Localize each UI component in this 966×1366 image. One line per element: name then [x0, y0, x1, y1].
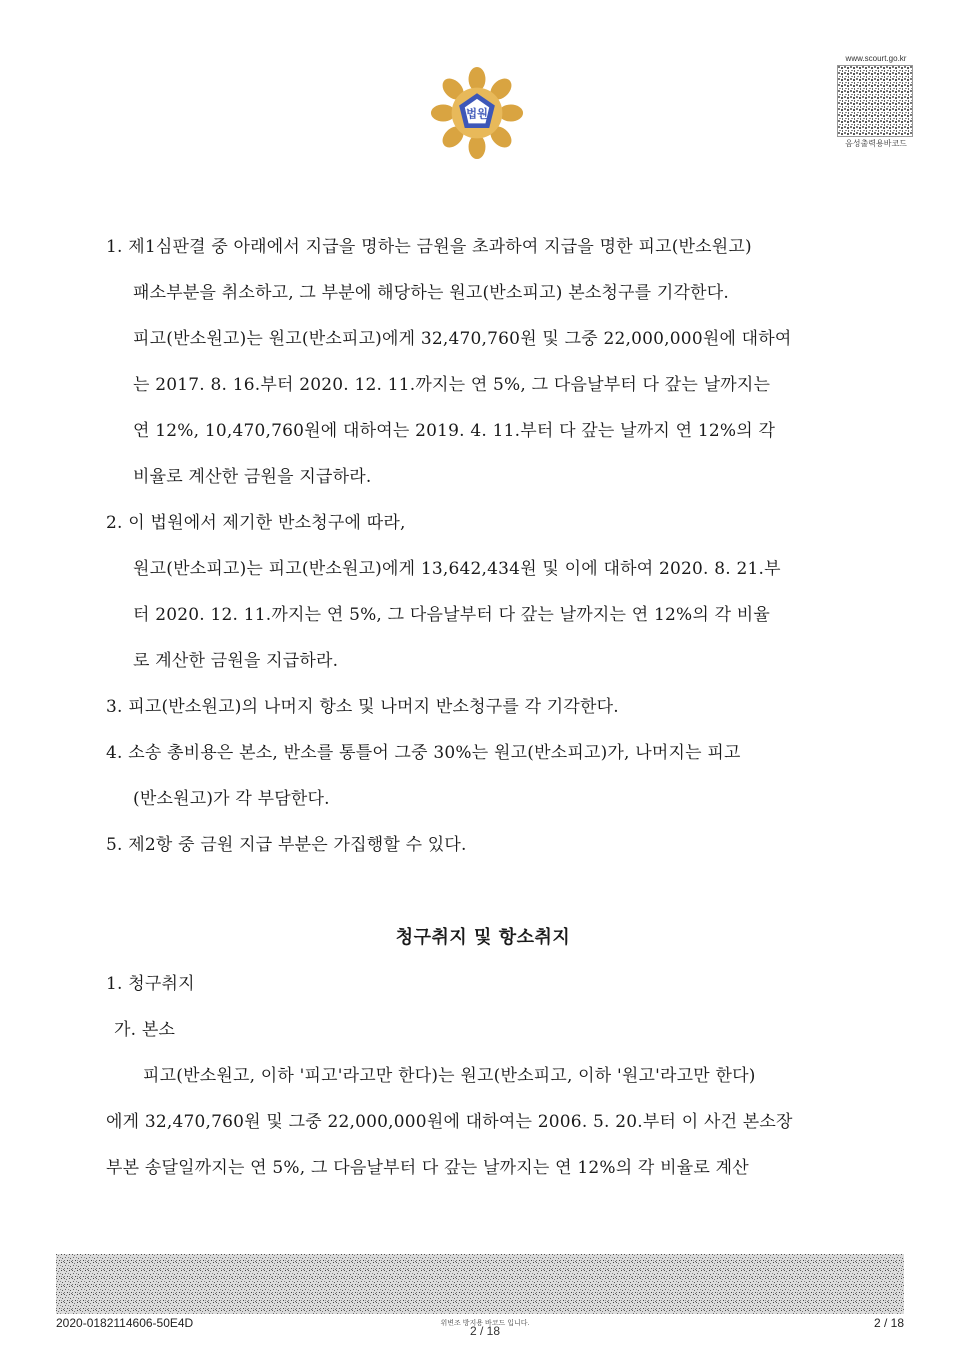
page-number-right: 2 / 18	[873, 1316, 904, 1330]
order-item-1-line-5: 연 12%, 10,470,760원에 대하여는 2019. 4. 11.부터 다 갚는 날까지 연 12%의 각	[133, 421, 776, 441]
claims-sub-ga: 가. 본소	[114, 1020, 176, 1040]
order-item-1-line-3: 피고(반소원고)는 원고(반소피고)에게 32,470,760원 및 그중 22,000,000원에 대하여	[133, 329, 792, 349]
order-item-1-line-2: 패소부분을 취소하고, 그 부분에 해당하는 원고(반소피고) 본소청구를 기각한다.	[133, 283, 730, 303]
order-item-2-line-4: 로 계산한 금원을 지급하라.	[133, 651, 339, 671]
qr-caption: 음성출력용바코드	[845, 139, 907, 148]
claims-line-3: 부본 송달일까지는 연 5%, 그 다음날부터 다 갚는 날까지는 연 12%의 각 비율로 계산	[106, 1158, 749, 1178]
barcode-note: 위변조 방지용 바코드 입니다.	[440, 1320, 530, 1327]
section-heading: 청구취지 및 항소취지	[395, 927, 571, 948]
claims-line-1: 피고(반소원고, 이하 '피고'라고만 한다)는 원고(반소피고, 이하 '원고'라고만 한다)	[143, 1066, 756, 1086]
anti-forgery-barcode-icon	[56, 1254, 904, 1314]
order-item-4-line-1: 4. 소송 총비용은 본소, 반소를 통틀어 그중 30%는 원고(반소피고)가, 나머지는 피고	[106, 743, 741, 763]
order-item-1-line-1: 1. 제1심판결 중 아래에서 지급을 명하는 금원을 초과하여 지급을 명한 피고(반소원고)	[106, 237, 752, 257]
emblem-label: 법원	[466, 107, 488, 121]
order-item-3-line-1: 3. 피고(반소원고)의 나머지 항소 및 나머지 반소청구를 각 기각한다.	[106, 697, 619, 717]
order-item-5-line-1: 5. 제2항 중 금원 지급 부분은 가집행할 수 있다.	[106, 835, 467, 855]
order-item-2-line-3: 터 2020. 12. 11.까지는 연 5%, 그 다음날부터 다 갚는 날까지는 연 12%의 각 비율	[133, 605, 771, 625]
court-emblem-icon	[430, 66, 524, 160]
claims-item-1: 1. 청구취지	[106, 974, 195, 994]
qr-code-icon	[837, 65, 913, 137]
page-number-center: 2 / 18	[469, 1324, 501, 1338]
qr-url: www.scourt.go.kr	[845, 54, 907, 63]
order-item-2-line-2: 원고(반소피고)는 피고(반소원고)에게 13,642,434원 및 이에 대하여 2020. 8. 21.부	[133, 559, 781, 579]
document-id: 2020-0182114606-50E4D	[56, 1316, 194, 1330]
order-item-1-line-6: 비율로 계산한 금원을 지급하라.	[133, 467, 372, 487]
claims-line-2: 에게 32,470,760원 및 그중 22,000,000원에 대하여는 2006. 5. 20.부터 이 사건 본소장	[106, 1112, 793, 1132]
order-item-4-line-2: (반소원고)가 각 부담한다.	[133, 789, 330, 809]
order-item-1-line-4: 는 2017. 8. 16.부터 2020. 12. 11.까지는 연 5%, 그 다음날부터 다 갚는 날까지는	[133, 375, 771, 395]
order-item-2-line-1: 2. 이 법원에서 제기한 반소청구에 따라,	[106, 513, 406, 533]
